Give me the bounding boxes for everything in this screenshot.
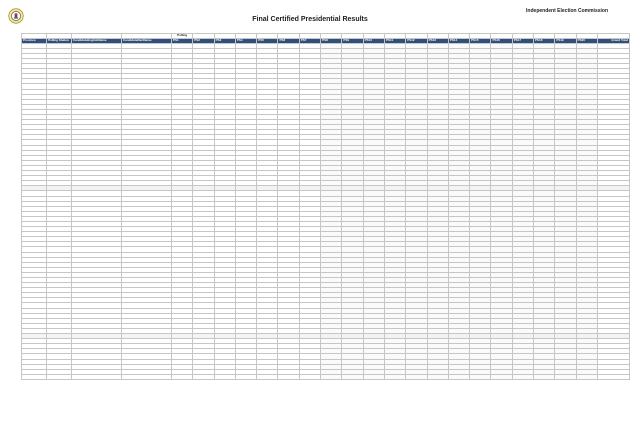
column-header[interactable]: CandidateDariName xyxy=(122,38,172,43)
column-header[interactable]: PS9 xyxy=(342,38,363,43)
column-header[interactable]: PS6 xyxy=(278,38,299,43)
column-header[interactable]: PS7 xyxy=(299,38,320,43)
column-header[interactable]: Polling Station xyxy=(47,38,72,43)
empty-cell xyxy=(406,374,427,379)
results-table xyxy=(21,33,630,380)
column-header[interactable]: PS5 xyxy=(257,38,278,43)
column-header[interactable]: PS4 xyxy=(235,38,256,43)
empty-cell xyxy=(384,374,405,379)
column-header[interactable]: PS8 xyxy=(321,38,342,43)
table-row xyxy=(22,374,630,379)
column-header[interactable]: Province xyxy=(22,38,47,43)
polling-station-cell xyxy=(47,374,72,379)
column-header[interactable]: PS13 xyxy=(427,38,448,43)
vote-count-cell xyxy=(235,374,256,379)
empty-cell xyxy=(448,374,469,379)
empty-cell xyxy=(427,374,448,379)
empty-cell xyxy=(534,374,555,379)
province-cell xyxy=(22,374,47,379)
empty-cell xyxy=(512,374,533,379)
column-header[interactable]: PS12 xyxy=(406,38,427,43)
vote-count-cell xyxy=(172,374,193,379)
commission-name: Independent Election Commission xyxy=(526,8,608,14)
column-header[interactable]: PS1 xyxy=(172,38,193,43)
column-header[interactable]: PS11 xyxy=(384,38,405,43)
vote-count-cell xyxy=(299,374,320,379)
empty-cell xyxy=(363,374,384,379)
column-header[interactable]: PS3 xyxy=(214,38,235,43)
results-sheet xyxy=(21,33,628,436)
column-header[interactable]: PS16 xyxy=(491,38,512,43)
empty-cell xyxy=(576,374,597,379)
column-header[interactable]: PS2 xyxy=(193,38,214,43)
vote-count-cell xyxy=(257,374,278,379)
polling-group-label: Polling xyxy=(172,34,193,39)
results-body xyxy=(22,43,630,379)
column-header[interactable]: PS20 xyxy=(576,38,597,43)
empty-cell xyxy=(342,374,363,379)
empty-cell xyxy=(321,374,342,379)
empty-cell xyxy=(470,374,491,379)
candidate-dari-name xyxy=(122,374,172,379)
column-header[interactable]: PS14 xyxy=(448,38,469,43)
vote-count-cell xyxy=(278,374,299,379)
empty-cell xyxy=(491,374,512,379)
column-header[interactable]: PS15 xyxy=(470,38,491,43)
candidate-english-name xyxy=(72,374,122,379)
column-header[interactable]: PS18 xyxy=(534,38,555,43)
vote-count-cell xyxy=(193,374,214,379)
column-header[interactable]: Grand Total xyxy=(597,38,629,43)
column-header[interactable]: PS10 xyxy=(363,38,384,43)
page-title: Final Certified Presidential Results xyxy=(252,16,368,23)
column-header[interactable]: PS17 xyxy=(512,38,533,43)
vote-count-cell xyxy=(214,374,235,379)
empty-cell xyxy=(555,374,576,379)
column-header[interactable]: CandidateEnglishName xyxy=(72,38,122,43)
column-header[interactable]: PS19 xyxy=(555,38,576,43)
grand-total-cell xyxy=(597,374,629,379)
